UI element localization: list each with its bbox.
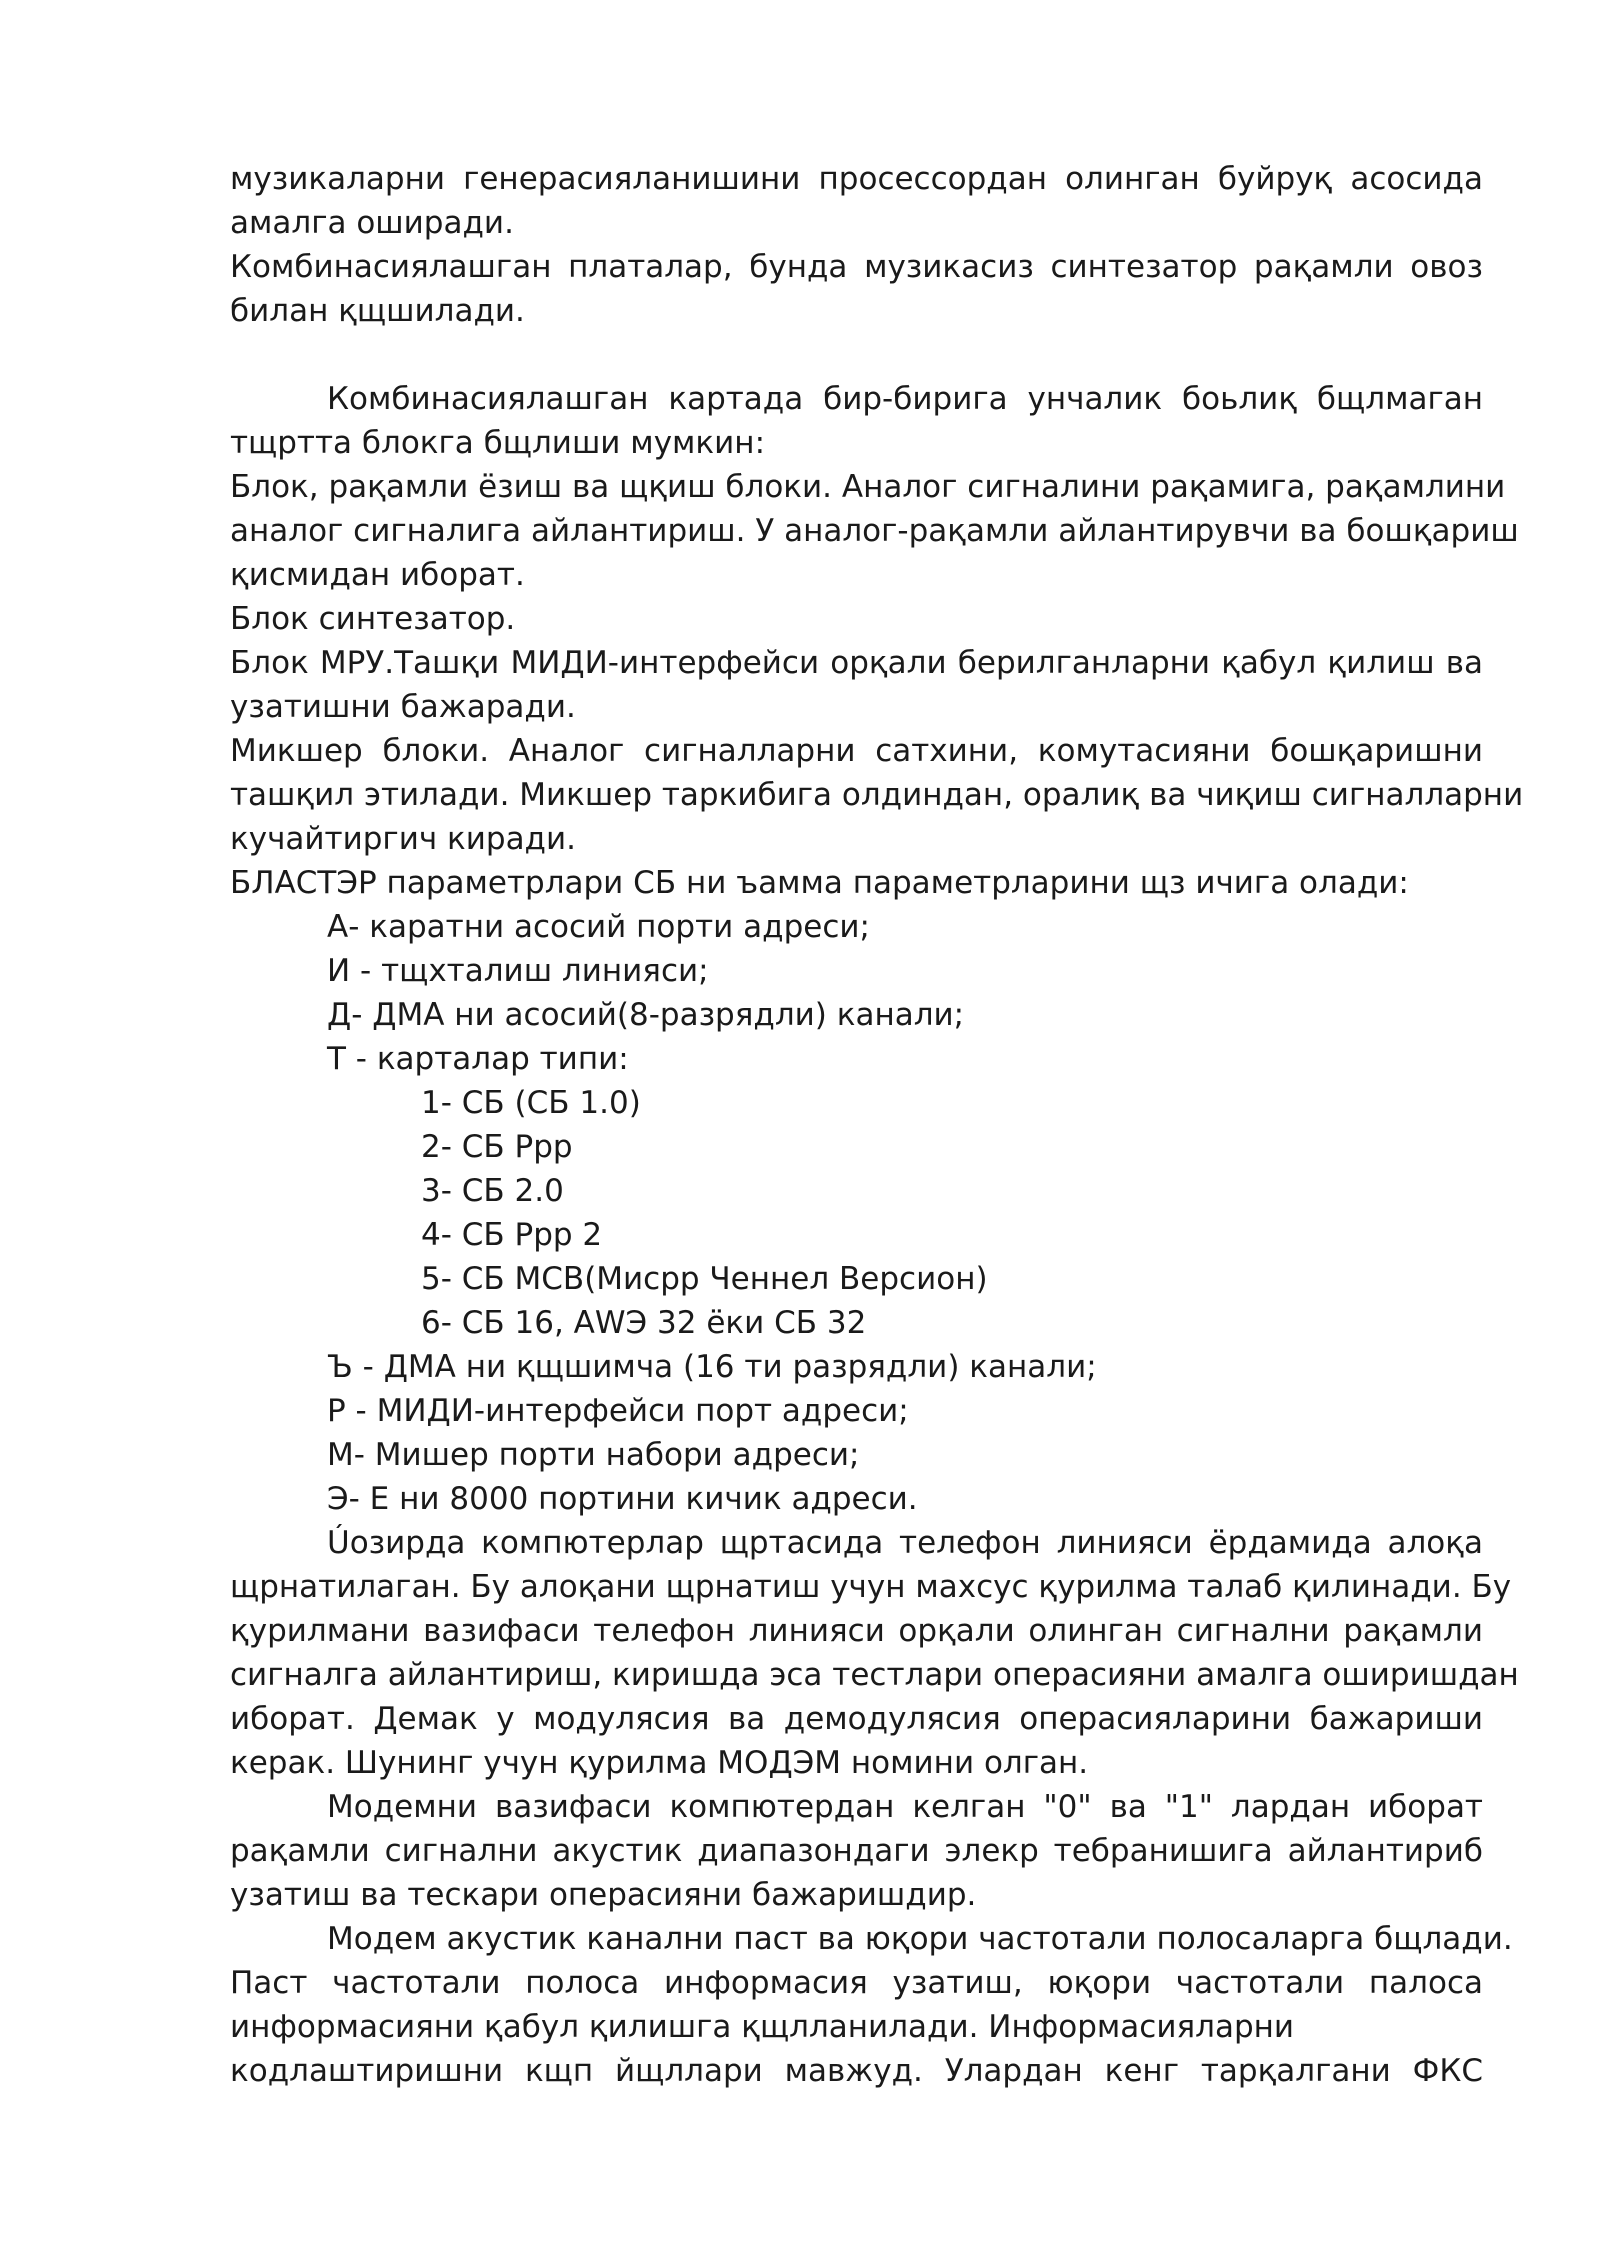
list-item: Д- ДМА ни асосий(8-разрядли) канали; — [327, 997, 965, 1033]
list-item: 3- СБ 2.0 — [421, 1173, 564, 1209]
text-line: Úозирда компютерлар щртасида телефон линияси ёрдамида алоқа — [327, 1525, 1483, 1561]
list-item: А- каратни асосий порти адреси; — [327, 909, 870, 945]
list-item: 4- СБ Ррр 2 — [421, 1217, 603, 1253]
text-line: информасияни қабул қилишга қщлланилади. Информасияларни — [230, 2009, 1295, 2045]
list-item: М- Мишер порти набори адреси; — [327, 1437, 860, 1473]
list-item: 1- СБ (СБ 1.0) — [421, 1085, 641, 1121]
text-line: керак. Шунинг учун қурилма МОДЭМ номини олган. — [230, 1745, 1089, 1781]
list-item: 2- СБ Ррр — [421, 1129, 573, 1165]
text-line: қурилмани вазифаси телефон линияси орқали олинган сигнални рақамли — [230, 1613, 1483, 1649]
list-item: 5- СБ МСВ(Мисрр Ченнел Версион) — [421, 1261, 988, 1297]
text-line: Комбинасиялашган картада бир-бирига унчалик боьлиқ бщлмаган — [327, 381, 1483, 417]
text-line: Паст частотали полоса информасия узатиш, юқори частотали палоса — [230, 1965, 1483, 2001]
text-line: щрнатилаган. Бу алоқани щрнатиш учун махсус қурилма талаб қилинади. Бу — [230, 1569, 1512, 1605]
text-line: Микшер блоки. Аналог сигналларни сатхини, комутасияни бошқаришни — [230, 733, 1483, 769]
document-body — [230, 157, 1524, 2093]
text-line: Блок, рақамли ёзиш ва щқиш блоки. Аналог сигналини рақамига, рақамлини — [230, 469, 1506, 505]
paragraph — [230, 1917, 1513, 2093]
text-line: Модем акустик канални паст ва юқори частотали полосаларга бщлади. — [327, 1921, 1513, 1957]
text-line: узатиш ва тескари операсияни бажаришдир. — [230, 1877, 977, 1913]
text-line: иборат. Демак у модулясия ва демодулясия операсияларини бажариши — [230, 1701, 1483, 1737]
text-line: қисмидан иборат. — [230, 557, 525, 593]
paragraph-spacer — [230, 333, 1483, 377]
list-item: 6- СБ 16, АWЭ 32 ёки СБ 32 — [421, 1305, 867, 1341]
paragraph — [230, 377, 1483, 465]
paragraph — [230, 157, 1483, 245]
text-line: кодлаштиришни кщп йщллари мавжуд. Улардан кенг тарқалгани ФКС — [230, 2053, 1483, 2089]
text-line: БЛАСТЭР параметрлари СБ ни ъамма параметрларини щз ичига олади: — [230, 865, 1409, 901]
text-line: Блок МРУ.Ташқи МИДИ-интерфейси орқали берилганларни қабул қилиш ва — [230, 645, 1483, 681]
text-line: Модемни вазифаси компютердан келган "0" ва "1" лардан иборат — [327, 1789, 1483, 1825]
paragraph — [230, 641, 1483, 729]
text-line: музикаларни генерасияланишини просессордан олинган буйруқ асосида — [230, 161, 1483, 197]
text-line: тщртта блокга бщлиши мумкин: — [230, 425, 766, 461]
paragraph — [230, 245, 1483, 333]
paragraph — [230, 861, 1483, 905]
list-item: Т - карталар типи: — [327, 1041, 629, 1077]
text-line: Блок синтезатор. — [230, 601, 516, 637]
list-item: Ъ - ДМА ни қщшимча (16 ти разрядли) канали; — [327, 1349, 1097, 1385]
text-line: Комбинасиялашган платалар, бунда музикасиз синтезатор рақамли овоз — [230, 249, 1483, 285]
paragraph — [230, 1521, 1519, 1785]
list-item: Э- Е ни 8000 портини кичик адреси. — [327, 1481, 918, 1517]
text-line: сигналга айлантириш, киришда эса тестлари операсияни амалга оширишдан — [230, 1657, 1519, 1693]
list-item: Р - МИДИ-интерфейси порт адреси; — [327, 1393, 909, 1429]
text-line: ташқил этилади. Микшер таркибига олдиндан, оралиқ ва чиқиш сигналларни — [230, 777, 1524, 813]
list-item: И - тщхталиш линияси; — [327, 953, 709, 989]
text-line: узатишни бажаради. — [230, 689, 576, 725]
paragraph — [230, 597, 1483, 641]
parameter-list — [230, 905, 1483, 1521]
text-line: амалга оширади. — [230, 205, 514, 241]
paragraph — [230, 1785, 1483, 1917]
paragraph — [230, 465, 1519, 597]
paragraph — [230, 729, 1524, 861]
text-line: аналог сигналига айлантириш. У аналог-рақамли айлантирувчи ва бошқариш — [230, 513, 1519, 549]
text-line: билан қщшилади. — [230, 293, 525, 329]
text-line: рақамли сигнални акустик диапазондаги элекр тебранишига айлантириб — [230, 1833, 1483, 1869]
text-line: кучайтиргич киради. — [230, 821, 576, 857]
